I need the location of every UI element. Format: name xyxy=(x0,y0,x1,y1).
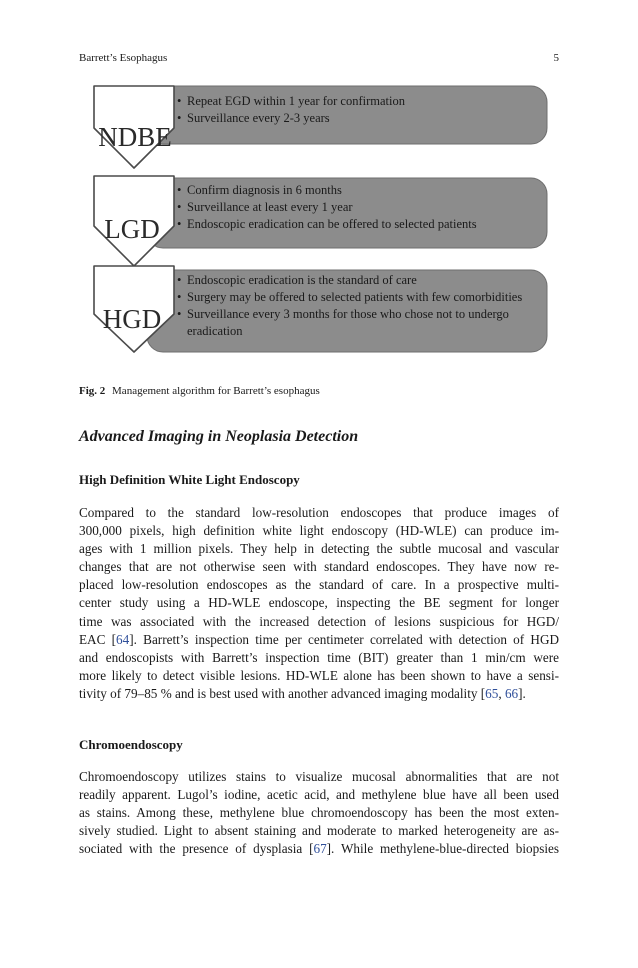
reference-link-64[interactable]: 64 xyxy=(116,631,130,647)
figure-caption xyxy=(79,385,320,397)
paragraph-chromoendoscopy xyxy=(79,768,559,858)
ndbe-bullet-1: Repeat EGD within 1 year for confirmation xyxy=(187,94,405,108)
text-line: time was associated with the increased detection of lesions suspicious for HGD/ xyxy=(79,613,559,629)
paragraph-hdwle xyxy=(79,504,559,703)
bullet: • xyxy=(177,111,182,125)
reference-link-66[interactable]: 66 xyxy=(504,685,519,701)
bullet: • xyxy=(177,307,182,321)
bullet: • xyxy=(177,290,182,304)
section-title: Advanced Imaging in Neoplasia Detection xyxy=(79,428,359,445)
ndbe-bullet-2: Surveillance every 2-3 years xyxy=(187,111,330,125)
text-line: as stains. Among these, methylene blue chromoendoscopy has been the most exten- xyxy=(79,805,559,821)
text-line: sively studied. Light to absent staining and moderate to marked heterogeneity are as- xyxy=(79,823,559,839)
text-line: center study using a HD-WLE endoscope, inspecting the BE segment for longer xyxy=(79,595,559,611)
figure-number: Fig. 2 xyxy=(79,385,106,397)
lgd-bullet-3: Endoscopic eradication can be offered to selected patients xyxy=(187,217,477,231)
reference-link-67[interactable]: 67 xyxy=(313,841,327,857)
text-line: Chromoendoscopy utilizes stains to visualize mucosal abnormalities that are not xyxy=(79,769,559,784)
bullet: • xyxy=(177,200,182,214)
subsection-title-chromoendoscopy: Chromoendoscopy xyxy=(79,737,183,752)
text-line: sociated with the presence of dysplasia [67]. While methylene-blue-directed biopsies xyxy=(79,841,559,857)
text-line: more likely to detect visible lesions. HD-WLE alone has been shown to have a sensi- xyxy=(79,667,559,683)
bullet: • xyxy=(177,183,182,197)
figure-caption-text: Management algorithm for Barrett’s esophagus xyxy=(112,385,320,397)
running-head xyxy=(79,52,559,68)
running-title: Barrett’s Esophagus xyxy=(79,52,168,64)
stage-label-hgd: HGD xyxy=(102,304,162,334)
text-line: readily apparent. Lugol’s iodine, acetic acid, and methylene blue have all been used xyxy=(79,787,559,803)
lgd-bullet-2: Surveillance at least every 1 year xyxy=(187,200,353,214)
bullet: • xyxy=(177,273,182,287)
management-algorithm-figure xyxy=(87,80,555,366)
text-line: tivity of 79–85 % and is best used with another advanced imaging modality [65, 66]. xyxy=(79,685,526,701)
hgd-bullet-1: Endoscopic eradication is the standard of care xyxy=(187,273,417,287)
hgd-bullet-2: Surgery may be offered to selected patients with few comorbidities xyxy=(187,290,523,304)
lgd-bullet-1: Confirm diagnosis in 6 months xyxy=(187,183,342,197)
hgd-bullet-3: Surveillance every 3 months for those who chose not to undergo xyxy=(187,307,509,321)
text-line: placed low-resolution endoscopes as the standard of care. In a prospective multi- xyxy=(79,577,559,593)
text-line: ages with 1 million pixels. They help in detecting the subtle mucosal and vascular xyxy=(79,541,559,557)
reference-link-65[interactable]: 65 xyxy=(485,685,499,701)
bullet: • xyxy=(177,94,182,108)
bullet: • xyxy=(177,217,182,231)
text-line: EAC [64]. Barrett’s inspection time per centimeter correlated with detection of HGD xyxy=(79,631,559,647)
text-line: Compared to the standard low-resolution endoscopes that produce images of xyxy=(79,505,559,520)
stage-label-lgd: LGD xyxy=(104,214,160,244)
text-line: 300,000 pixels, high definition white light endoscopy (HD-WLE) can produce im- xyxy=(79,523,559,539)
subsection-title-hdwle: High Definition White Light Endoscopy xyxy=(79,472,300,487)
stage-label-ndbe: NDBE xyxy=(98,122,172,152)
text-line: and endoscopists with Barrett’s inspection time (BIT) greater than 1 min/cm were xyxy=(79,649,559,665)
text-line: changes that are not otherwise seen with standard endoscopes. They have now re- xyxy=(79,559,559,575)
hgd-bullet-3-continued: eradication xyxy=(187,324,243,338)
page-number: 5 xyxy=(553,52,559,64)
